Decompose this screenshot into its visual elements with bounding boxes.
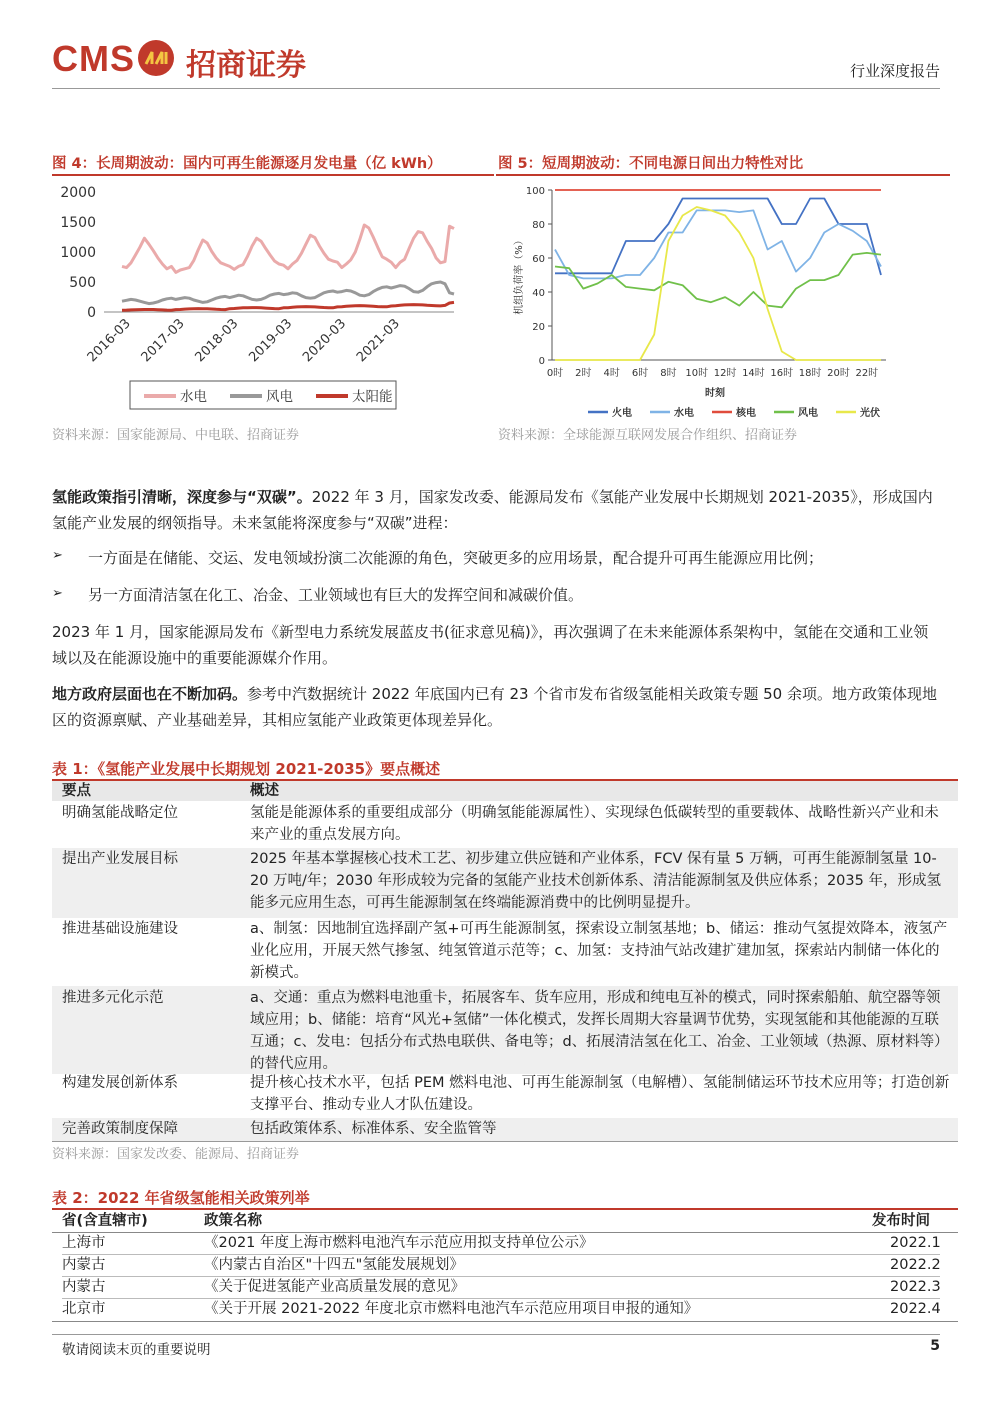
table-row-divider xyxy=(62,1276,940,1277)
series-line-3 xyxy=(555,253,881,307)
legend-label: 火电 xyxy=(612,408,632,419)
figure-4-title: 图 4：长周期波动：国内可再生能源逐月发电量（亿 kWh） xyxy=(52,156,442,172)
table-1-header-bg xyxy=(52,781,958,801)
figure-4-rule xyxy=(52,174,494,176)
x-tick-label: 2020-03 xyxy=(300,316,350,366)
x-tick-label: 12时 xyxy=(713,368,737,379)
table-row-value: 提升核心技术水平，包括 PEM 燃料电池、可再生能源制氢（电解槽）、氢能制储运环节技术应用等；打造创新支撑平台、推动专业人才队伍建设。 xyxy=(250,1075,950,1113)
x-tick-label: 0时 xyxy=(546,368,564,379)
y-tick-label: 2000 xyxy=(60,185,96,201)
paragraph-lead-bold: 氢能政策指引清晰，深度参与“双碳”。 xyxy=(52,488,312,506)
y-axis-title: 机组负荷率（%） xyxy=(514,235,525,315)
x-axis-title: 时刻 xyxy=(705,388,725,399)
series-line-4 xyxy=(555,207,881,360)
bullet-arrow-icon: ➢ xyxy=(52,586,63,601)
table-row-date: 2022.4 xyxy=(890,1301,941,1317)
legend-label: 风电 xyxy=(266,389,293,405)
x-tick-label: 6时 xyxy=(631,368,649,379)
y-tick-label: 80 xyxy=(532,220,545,231)
table-2-title: 表 2：2022 年省级氢能相关政策列举 xyxy=(52,1189,310,1207)
table-row-key: 提出产业发展目标 xyxy=(62,851,178,867)
legend-label: 光伏 xyxy=(860,408,880,419)
figure-5-source: 资料来源：全球能源互联网发展合作组织、招商证券 xyxy=(498,428,798,443)
table-row-value: a、交通：重点为燃料电池重卡，拓展客车、货车应用，形成和纯电互补的模式，同时探索船舶、航空器等领域应用；b、储能：培育“风光+氢储”一体化模式，发挥长周期大容量调节优势，实现氢能和其他能源的互联互通；c、发电：包括分布式热电联供、备电等；d、拓展清洁氢在化工、冶金、工业领域（热源、原材料等）的替代应用。 xyxy=(250,990,949,1072)
table-row-key: 完善政策制度保障 xyxy=(62,1121,178,1137)
bullet-item-2: 另一方面清洁氢在化工、冶金、工业领域也有巨大的发挥空间和减碳价值。 xyxy=(88,586,584,604)
x-tick-label: 18时 xyxy=(798,368,822,379)
brand-cms-logo-text: CMS xyxy=(52,38,135,79)
legend-label: 核电 xyxy=(736,408,756,419)
paragraph-blue-book: 2023 年 1 月，国家能源局发布《新型电力系统发展蓝皮书(征求意见稿)》，再次强调了在未来能源体系架构中，氢能在交通和工业领域以及在能源设施中的重要能源媒介作用。 xyxy=(52,623,929,667)
x-tick-label: 2017-03 xyxy=(138,316,188,366)
x-tick-label: 10时 xyxy=(685,368,709,379)
x-tick-label: 14时 xyxy=(742,368,765,379)
figure-5-title: 图 5：短周期波动：不同电源日间出力特性对比 xyxy=(498,156,804,172)
chart-monthly-renewable-generation xyxy=(52,178,494,414)
legend-label: 水电 xyxy=(674,408,694,419)
table-row-policy: 《关于开展 2021-2022 年度北京市燃料电池汽车示范应用项目申报的通知》 xyxy=(204,1301,699,1317)
series-line-1 xyxy=(122,282,454,304)
x-tick-label: 4时 xyxy=(603,368,620,379)
paragraph-text: 参考中汽数据统计 2022 年底国内已有 23 个省市发布省级氢能相关政策专题 50 余项。地方政策体现地区的资源禀赋、产业基础差异，其相应氢能产业政策更体现差异化。 xyxy=(52,685,937,729)
y-tick-label: 100 xyxy=(525,186,545,197)
y-tick-label: 1500 xyxy=(60,215,96,231)
footer-note: 敬请阅读末页的重要说明 xyxy=(62,1342,211,1358)
y-tick-label: 1000 xyxy=(60,245,96,261)
brand-name-cn: 招商证券 xyxy=(186,48,306,83)
report-type-label: 行业深度报告 xyxy=(849,62,940,80)
y-tick-label: 0 xyxy=(538,356,545,367)
table-1-bottom-rule xyxy=(52,1141,958,1142)
x-tick-label: 20时 xyxy=(827,368,850,379)
table-row-divider xyxy=(62,1254,940,1255)
table-2-header-date: 发布时间 xyxy=(872,1213,930,1229)
x-tick-label: 2021-03 xyxy=(353,316,403,366)
header-divider xyxy=(52,88,940,89)
table-2-header-province: 省(含直辖市) xyxy=(62,1213,148,1229)
table-row-value: 氢能是能源体系的重要组成部分（明确氢能能源属性）、实现绿色低碳转型的重要载体、战略性新兴产业和未来产业的重点发展方向。 xyxy=(250,805,939,843)
x-tick-label: 8时 xyxy=(660,368,677,379)
paragraph-lead-bold: 地方政府层面也在不断加码。 xyxy=(52,685,248,703)
table-row-value: 2025 年基本掌握核心技术工艺、初步建立供应链和产业体系，FCV 保有量 5 万辆，可再生能源制氢量 10-20 万吨/年；2030 年形成较为完备的氢能产业技术创新体系、清洁能源制氢及供应体系；2035 年，形成氢能多元应用生态，可再生能源制氢在终端能源消费中的比例明显提升。 xyxy=(250,851,941,911)
bullet-item-1: 一方面是在储能、交运、发电领域扮演二次能源的角色，突破更多的应用场景，配合提升可再生能源应用比例； xyxy=(88,549,824,567)
y-tick-label: 60 xyxy=(532,254,545,265)
series-line-1 xyxy=(555,210,881,278)
figure-5-rule xyxy=(496,174,950,176)
brand-emblem-icon xyxy=(136,38,176,78)
table-1-source: 资料来源：国家发改委、能源局、招商证券 xyxy=(52,1147,300,1162)
table-2-top-rule xyxy=(52,1208,958,1210)
table-2-bottom-rule xyxy=(52,1321,958,1322)
table-row-policy: 《内蒙古自治区"十四五"氢能发展规划》 xyxy=(204,1257,464,1273)
legend-label: 风电 xyxy=(798,408,818,419)
legend-label: 水电 xyxy=(180,389,207,405)
table-row-province: 北京市 xyxy=(62,1301,106,1317)
x-tick-label: 2018-03 xyxy=(192,316,242,366)
series-line-2 xyxy=(122,302,454,310)
page-number: 5 xyxy=(930,1338,940,1354)
paragraph-text: 2022 年 3 月，国家发改委、能源局发布《氢能产业发展中长期规划 2021-2035》，形成国内氢能产业发展的纲领指导。未来氢能将深度参与“双碳”进程： xyxy=(52,488,933,532)
table-row-key: 构建发展创新体系 xyxy=(62,1075,178,1091)
legend-label: 太阳能 xyxy=(352,389,393,405)
x-tick-label: 2019-03 xyxy=(246,316,296,366)
table-row-policy: 《2021 年度上海市燃料电池汽车示范应用拟支持单位公示》 xyxy=(204,1235,594,1251)
series-line-0 xyxy=(122,225,454,272)
bullet-arrow-icon: ➢ xyxy=(52,548,63,563)
chart-daily-output-profile xyxy=(496,178,950,424)
paragraph-local-policy xyxy=(52,681,940,733)
figure-4-source: 资料来源：国家能源局、中电联、招商证券 xyxy=(52,428,300,443)
table-2-header-policy: 政策名称 xyxy=(204,1213,262,1229)
table-1-title: 表 1：《氢能产业发展中长期规划 2021-2035》要点概述 xyxy=(52,760,441,778)
y-tick-label: 40 xyxy=(532,288,545,299)
table-row-province: 内蒙古 xyxy=(62,1279,106,1295)
table-row-key: 推进基础设施建设 xyxy=(62,921,178,937)
table-row-date: 2022.1 xyxy=(890,1235,941,1251)
y-tick-label: 500 xyxy=(69,275,96,291)
footer-divider xyxy=(52,1334,940,1335)
table-row-province: 上海市 xyxy=(62,1235,106,1251)
table-row-value: a、制氢：因地制宜选择副产氢+可再生能源制氢，探索设立制氢基地；b、储运：推动气氢提效降本，液氢产业化应用，开展天然气掺氢、纯氢管道示范等；c、加氢：支持油气站改建扩建加氢，探索站内制储一体化的新模式。 xyxy=(250,921,948,981)
y-tick-label: 20 xyxy=(532,322,545,333)
x-tick-label: 22时 xyxy=(855,368,879,379)
y-tick-label: 0 xyxy=(87,305,96,321)
table-1-header-key: 要点 xyxy=(62,783,91,799)
x-tick-label: 2时 xyxy=(575,368,592,379)
table-row-value: 包括政策体系、标准体系、安全监管等 xyxy=(250,1121,497,1137)
table-row-key: 推进多元化示范 xyxy=(62,990,164,1006)
table-row-province: 内蒙古 xyxy=(62,1257,106,1273)
paragraph-policy-guidance xyxy=(52,484,940,536)
x-tick-label: 16时 xyxy=(770,368,794,379)
table-row-policy: 《关于促进氢能产业高质量发展的意见》 xyxy=(204,1279,465,1295)
x-tick-label: 2016-03 xyxy=(84,316,134,366)
table-row-key: 明确氢能战略定位 xyxy=(62,805,178,821)
table-1-header-value: 概述 xyxy=(250,783,279,799)
table-row-date: 2022.2 xyxy=(890,1257,941,1273)
table-row-date: 2022.3 xyxy=(890,1279,941,1295)
